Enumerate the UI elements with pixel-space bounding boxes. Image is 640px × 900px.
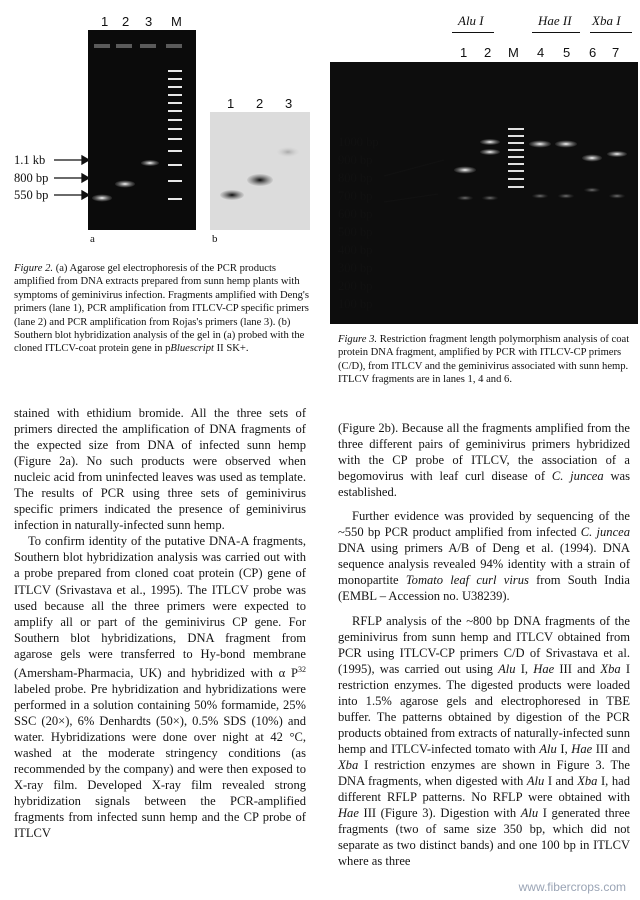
right-text-column (338, 420, 630, 869)
text-run: I restriction enzymes. The digested products were loaded into 1.5% agarose gels and electrophoresed in TBE buffer. The patterns obtained by digestion of the PCR products obtained from extracts of naturally-infected sunn hemp and ITLCV-infected tomato with (338, 661, 630, 756)
caption-label: Figure 3. (338, 334, 378, 345)
fig3-lane-label: M (508, 45, 519, 60)
fig2a-arrows (52, 150, 90, 210)
paragraph (338, 420, 630, 500)
fig3-lane-label: 1 (460, 45, 468, 60)
fig3-size-label: 300 bp (338, 261, 373, 275)
fig3-pointer-lines (382, 150, 456, 210)
fig2a-lane-label: 2 (122, 14, 130, 29)
fig2a-lane-label: M (171, 14, 182, 29)
fig3-enzyme-line (452, 32, 494, 33)
watermark: www.fibercrops.com (518, 880, 626, 894)
fig2a-panel-letter: a (90, 233, 95, 245)
fig3-lane-label: 4 (537, 45, 545, 60)
italic-run: C. juncea (580, 525, 630, 540)
paragraph (14, 533, 306, 841)
italic-run: Hae (338, 806, 359, 821)
fig2a-gel-image (88, 30, 196, 230)
text-run: from South India (EMBL – Accession no. U38239). (338, 573, 630, 604)
text-run: I, (556, 741, 572, 756)
fig2a-lane-label: 3 (145, 14, 153, 29)
italic-run: Hae (533, 661, 555, 676)
caption-text: II SK+. (213, 343, 249, 355)
fig3-size-label: 600 bp (338, 207, 373, 221)
italic-run: Xba (600, 661, 621, 676)
figure-3-caption (338, 333, 630, 387)
italic-run: Alu (526, 773, 545, 788)
fig2b-panel-letter: b (212, 233, 218, 245)
fig3-size-label: 500 bp (338, 225, 373, 239)
text-run: I and (544, 773, 578, 788)
paragraph (338, 613, 630, 870)
italic-run: Alu (498, 661, 516, 676)
superscript: 32 (298, 664, 306, 674)
fig2a-size-label: 1.1 kb (14, 153, 46, 167)
fig3-size-label: 900 bp (338, 153, 373, 167)
fig2a-size-label: 800 bp (14, 171, 49, 185)
text-run: I generated three fragments (two of same size 350 bp, which did not separate as two distinct bands) and one 100 bp in ITLCV where as three (338, 806, 630, 869)
text-run: labeled probe. Pre hybridization and hybridizations were performed in a solution containing 50% formamide, 25% SSC (20×), 6% Denhardts (50×), 0.5% SDS (10%) and water. Hybridizations were done over night at 42 °C, washed at the moderate stringency conditions (as recommended by the company) and were then exposed to X-ray film. Developed X-ray film revealed strong hybridization signals between the PCR-amplified fragments from infected sunn hemp and the CP probe of ITLCV (14, 681, 306, 841)
fig3-enzyme-label: Hae II (538, 13, 572, 28)
left-text-column (14, 405, 306, 841)
fig3-gel-image (330, 62, 638, 324)
fig3-enzyme-label: Xba I (592, 13, 621, 28)
caption-italic: Bluescript (170, 343, 214, 355)
fig3-lane-label: 2 (484, 45, 492, 60)
italic-run: Tomato leaf curl virus (405, 573, 529, 588)
text-run: I restriction enzymes are shown in Figure 3. The DNA fragments, when digested with (338, 757, 630, 788)
caption-text: Restriction fragment length polymorphism analysis of coat protein DNA fragment, amplified by PCR with ITLCV-CP primers (C/D), from ITLCV and the geminivirus associated with sunn hemp. ITLCV fragments are in lanes 1, 4 and 6. (338, 334, 630, 386)
text-run: To confirm identity of the putative DNA-A fragments, Southern blot hybridization analysis was carried out with a probe prepared from cloned coat protein (CP) gene of ITLCV (Srivastava et al., 1995). The ITLCV probe was used because all the three primers were expected to amplify all or part of the geminivirus CP gene. For Southern blot hybridizations, DNA fragment from agarose gels were transferred to Hy-bond membrane (Amersham-Pharmacia, UK) and hybridized with α P (14, 534, 306, 680)
text-run: (Figure 2b). Because all the fragments amplified from the three different pairs of geminivirus primers hybridized with the CP probe of ITLCV, the association of a begomovirus with leaf curl disease of (338, 421, 630, 484)
fig3-size-label: 200 bp (338, 279, 373, 293)
italic-run: Hae (571, 741, 593, 756)
italic-run: Alu (520, 806, 539, 821)
fig2b-lane-label: 3 (285, 96, 293, 111)
caption-label: Figure 2. (14, 263, 54, 274)
italic-run: Xba (338, 757, 359, 772)
italic-run: Alu (539, 741, 557, 756)
text-run: I, (515, 661, 534, 676)
fig3-enzyme-line (590, 32, 632, 33)
fig2b-lane-label: 1 (227, 96, 235, 111)
italic-run: C. juncea (551, 469, 604, 484)
figure-2-caption (14, 262, 314, 356)
text-run: RFLP analysis of the ~800 bp DNA fragments of the geminivirus from sunn hemp and ITLCV obtained from PCR using ITLCV-CP primers C/D of Srivastava et al. (1995), was carried out using (338, 613, 630, 676)
text-run: III and (554, 661, 601, 676)
text-run: III (Figure 3). Digestion with (358, 806, 521, 821)
text-run: I, had different RFLP patterns. No RFLP were obtained with (338, 773, 630, 805)
paragraph: stained with ethidium bromide. All the three sets of primers directed the amplification of DNA fragments of the expected size from DNA of infected sunn hemp (Figure 2a). No such products were observed when nucleic acid from uninfected leaves was used as template. The results of PCR using three sets of geminivirus specific primers indicated the presence of geminivirus infection in naturally-infected sunn hemp. (14, 406, 306, 533)
fig2a-size-label: 550 bp (14, 188, 49, 202)
fig3-lane-label: 7 (612, 45, 620, 60)
fig3-size-label: 400 bp (338, 243, 373, 257)
text-run: III and (592, 741, 630, 756)
fig3-enzyme-line (532, 32, 580, 33)
caption-text: (a) Agarose gel electrophoresis of the PCR products amplified from DNA extracts prepared from sunn hemp plants with symptoms of geminivirus infection. Fragments amplified with Deng's primers (lane 1), PCR amplification from ITLCV-CP specific primers (lane 2) and PCR amplification from Rojas's primers (lane 3). (b) Southern blot hybridization analysis of the gel in (a) probed with the cloned ITLCV-coat protein gene in p (14, 263, 309, 355)
paragraph (338, 508, 630, 604)
fig3-size-label: 100 bp (338, 297, 373, 311)
text-run: DNA using primers A/B of Deng et al. (1994). DNA sequence analysis revealed 94% identity with a strain of monopartite (338, 541, 630, 588)
italic-run: Xba (577, 773, 598, 788)
fig2a-lane-label: 1 (101, 14, 109, 29)
fig3-size-label: 1000 bp (338, 135, 379, 149)
text-run: Further evidence was provided by sequencing of the ~550 bp PCR product amplified from infected (338, 509, 630, 540)
fig3-size-label: 700 bp (338, 189, 373, 203)
fig3-lane-label: 6 (589, 45, 597, 60)
fig2b-lane-label: 2 (256, 96, 264, 111)
fig2b-blot-image (210, 112, 310, 230)
fig3-lane-label: 5 (563, 45, 571, 60)
text-run: was established. (338, 469, 630, 500)
fig3-size-label: 800 bp (338, 171, 373, 185)
fig3-enzyme-label: Alu I (458, 13, 484, 28)
